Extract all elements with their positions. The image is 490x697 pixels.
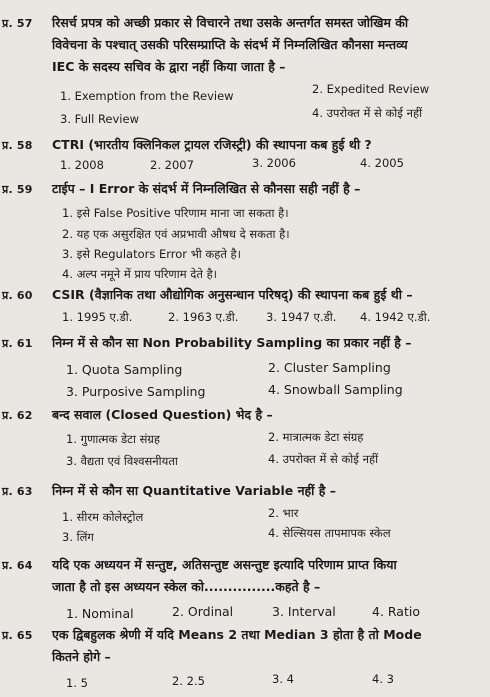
question-text <box>52 12 486 78</box>
option: 4. 3 <box>372 672 394 686</box>
question-line: एक द्विबहुलक श्रेणी में यदि Means 2 तथा Median 3 होता है तो Mode <box>52 627 422 642</box>
option: 4. 2005 <box>360 156 404 170</box>
question-number: प्र. 65 <box>2 629 33 642</box>
question-line: जाता है तो इस अध्ययन स्केल को...............कहते है – <box>52 579 321 594</box>
question-line: IEC के सदस्य सचिव के द्वारा नहीं किया जाता है – <box>52 59 286 74</box>
question-number: प्र. 63 <box>2 485 33 498</box>
option: 2. 2007 <box>150 158 194 172</box>
question-line: CSIR (वैज्ञानिक तथा औद्योगिक अनुसन्धान परिषद्) की स्थापना कब हुई थी – <box>52 287 413 302</box>
option: 1. 1995 ए.डी. <box>62 310 133 324</box>
option: 4. अल्प नमूने में प्राय परिणाम देते है। <box>62 267 218 281</box>
question-text <box>52 554 486 598</box>
option: 1. 2008 <box>60 158 104 172</box>
option: 1. Exemption from the Review <box>60 89 234 103</box>
question-number: प्र. 62 <box>2 409 33 422</box>
option: 3. 2006 <box>252 156 296 170</box>
question-line: बन्द सवाल (Closed Question) भेद है – <box>52 407 273 422</box>
question-text <box>52 332 486 354</box>
option: 1. इसे False Positive परिणाम माना जा सकता है। <box>62 206 289 220</box>
option: 1. Nominal <box>66 606 134 621</box>
question-text <box>52 178 486 200</box>
option: 1. 5 <box>66 676 88 690</box>
option: 3. वैद्यता एवं विश्वसनीयता <box>66 454 178 468</box>
question-text <box>52 284 486 306</box>
question-line: रिसर्च प्रपत्र को अच्छी प्रकार से विचारने तथा उसके अन्तर्गत समस्त जोखिम की <box>52 15 409 30</box>
question-line: कितने होगे – <box>52 649 111 664</box>
option: 2. Cluster Sampling <box>268 360 391 375</box>
option: 2. मात्रात्मक डेटा संग्रह <box>268 430 364 444</box>
question-number: प्र. 59 <box>2 183 33 196</box>
question-number: प्र. 64 <box>2 559 33 572</box>
option: 3. 1947 ए.डी. <box>266 310 337 324</box>
question-line: CTRI (भारतीय क्लिनिकल ट्रायल रजिस्ट्री) की स्थापना कब हुई थी ? <box>52 137 372 152</box>
question-text <box>52 624 486 668</box>
option: 4. उपरोक्त में से कोई नहीं <box>312 106 423 120</box>
option: 3. Purposive Sampling <box>66 384 206 399</box>
option: 3. लिंग <box>62 530 94 544</box>
option: 4. Ratio <box>372 604 420 619</box>
question-line: विवेचना के पश्चात् उसकी परिसम्प्राप्ति के संदर्भ में निम्नलिखित कौनसा मन्तव्य <box>52 37 408 52</box>
question-line: टाईप – I Error के संदर्भ में निम्नलिखित से कौनसा सही नहीं है – <box>52 181 361 196</box>
option: 2. यह एक असुरक्षित एवं अप्रभावी औषध दे सकता है। <box>62 227 290 241</box>
question-line: निम्न में से कौन सा Non Probability Sampling का प्रकार नहीं है – <box>52 335 412 350</box>
option: 2. 1963 ए.डी. <box>168 310 239 324</box>
question-text <box>52 480 486 502</box>
option: 4. 1942 ए.डी. <box>360 310 431 324</box>
option: 1. Quota Sampling <box>66 362 183 377</box>
question-number: प्र. 58 <box>2 139 33 152</box>
option: 2. 2.5 <box>172 674 205 688</box>
option: 4. उपरोक्त में से कोई नहीं <box>268 452 379 466</box>
option: 3. Interval <box>272 604 336 619</box>
question-number: प्र. 61 <box>2 337 33 350</box>
option: 4. Snowball Sampling <box>268 382 403 397</box>
option: 4. सेल्सियस तापमापक स्केल <box>268 526 391 540</box>
option: 2. Ordinal <box>172 604 234 619</box>
option: 2. भार <box>268 506 299 520</box>
option: 3. Full Review <box>60 112 139 126</box>
question-text <box>52 404 486 426</box>
question-text <box>52 134 486 156</box>
option: 2. Expedited Review <box>312 82 430 96</box>
option: 3. इसे Regulators Error भी कहते है। <box>62 247 242 261</box>
option: 1. सीरम कोलेस्ट्रोल <box>62 510 144 524</box>
question-line: निम्न में से कौन सा Quantitative Variable नहीं है – <box>52 483 337 498</box>
option: 3. 4 <box>272 672 294 686</box>
question-number: प्र. 60 <box>2 289 33 302</box>
question-number: प्र. 57 <box>2 17 33 30</box>
question-line: यदि एक अध्ययन में सन्तुष्ट, अतिसन्तुष्ट असन्तुष्ट इत्यादि परिणाम प्राप्त किया <box>52 557 397 572</box>
option: 1. गुणात्मक डेटा संग्रह <box>66 432 160 446</box>
